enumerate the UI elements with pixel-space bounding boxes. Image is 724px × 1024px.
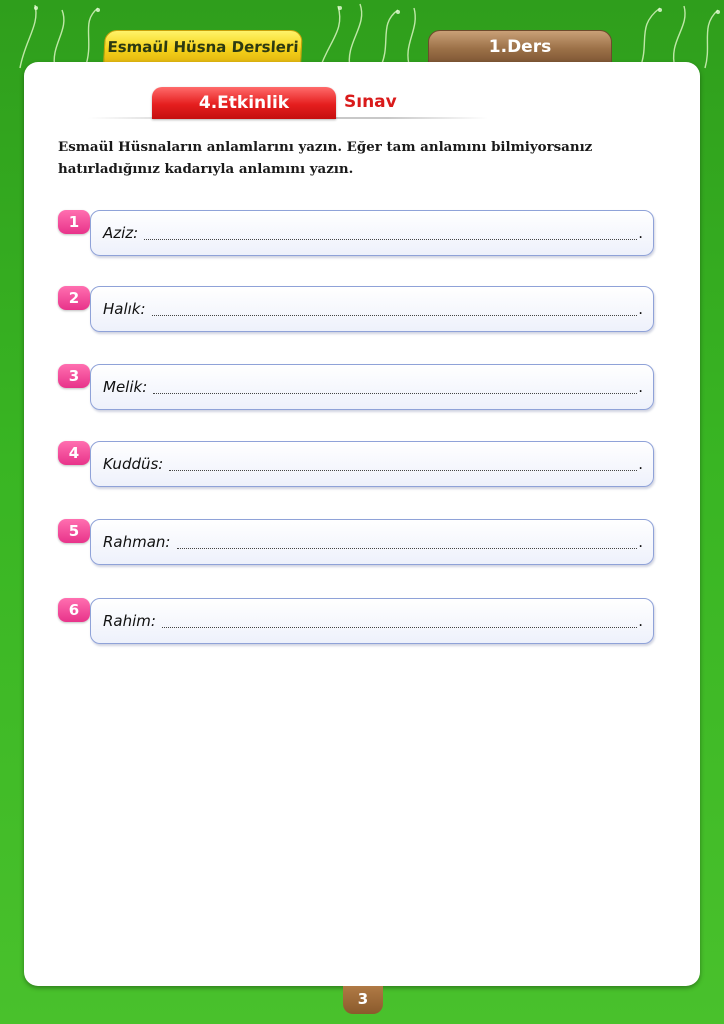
page-number: 3 [343,986,383,1014]
answer-box[interactable] [90,519,654,565]
item-label: Rahman: [103,533,171,551]
book-title-tab: Esmaül Hüsna Dersleri [103,30,303,64]
list-item [58,441,658,489]
list-item [58,286,658,334]
end-period: . [638,455,643,473]
item-label: Halık: [103,300,146,318]
activity-badge: 4.Etkinlik [152,87,336,119]
answer-field[interactable] [177,537,638,549]
item-number-badge: 3 [58,364,90,388]
item-number-badge: 6 [58,598,90,622]
end-period: . [638,300,643,318]
item-number-badge: 2 [58,286,90,310]
answer-box[interactable] [90,364,654,410]
item-number-badge: 1 [58,210,90,234]
list-item [58,364,658,412]
item-label: Melik: [103,378,148,396]
answer-box[interactable] [90,286,654,332]
answer-box[interactable] [90,441,654,487]
item-number-badge: 4 [58,441,90,465]
answer-field[interactable] [152,304,638,316]
list-item [58,598,658,646]
item-label: Rahim: [103,612,156,630]
list-item [58,210,658,258]
answer-field[interactable] [169,459,637,471]
item-label: Kuddüs: [103,455,164,473]
list-item [58,519,658,567]
instructions-text: Esmaül Hüsnaların anlamlarını yazın. Eğer tam anlamını bilmiyorsanız hatırladığınız kadarıyla anlamını yazın. [58,139,593,177]
end-period: . [638,378,643,396]
end-period: . [638,224,643,242]
end-period: . [638,533,643,551]
activity-title: Sınav [344,92,397,112]
item-number-badge: 5 [58,519,90,543]
answer-field[interactable] [144,228,637,240]
end-period: . [638,612,643,630]
answer-field[interactable] [162,616,637,628]
answer-box[interactable] [90,598,654,644]
answer-field[interactable] [153,382,637,394]
lesson-tab: 1.Ders [428,30,612,64]
item-label: Aziz: [103,224,139,242]
answer-box[interactable] [90,210,654,256]
